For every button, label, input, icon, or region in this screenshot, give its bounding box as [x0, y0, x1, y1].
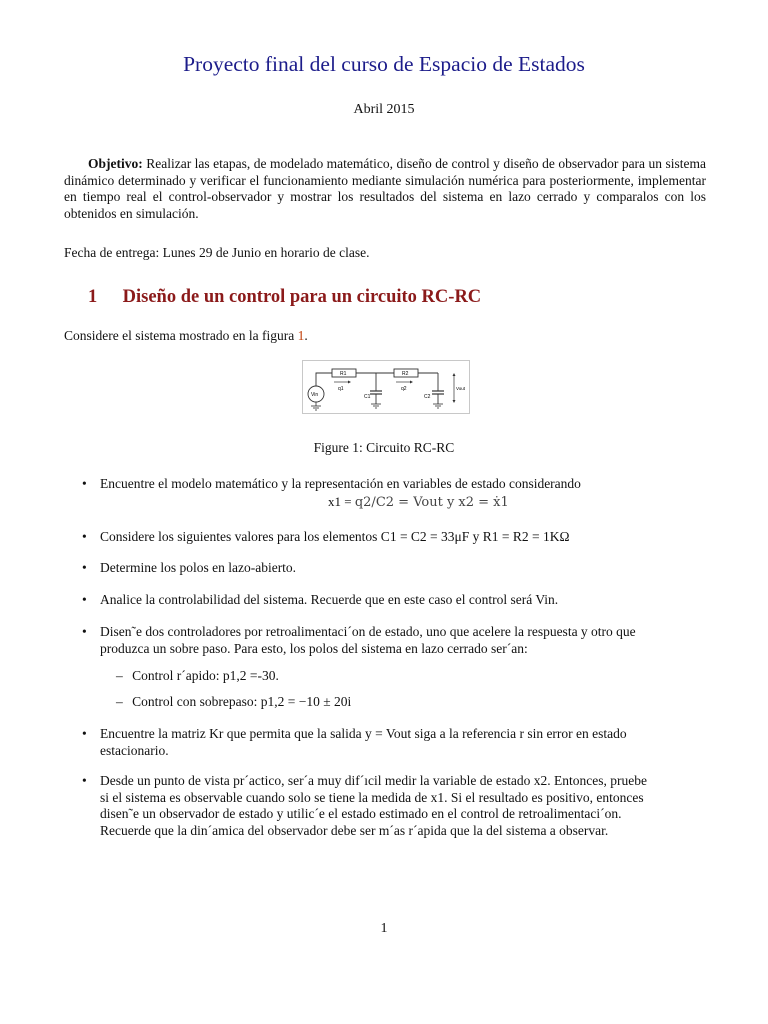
bullet-item-6 [82, 726, 706, 760]
bullet-icon: • [82, 592, 87, 607]
bullet-5-line-2: produzca un sobre paso. Para esto, los polos del sistema en lazo cerrado ser´an: [100, 640, 528, 656]
bullet-3-text: Determine los polos en lazo-abierto. [100, 560, 297, 575]
bullet-item-3 [82, 560, 706, 578]
bullet-6-text [100, 726, 706, 759]
bullet-icon: • [82, 476, 87, 491]
sub-item-2 [116, 694, 351, 710]
document-title: Proyecto final del curso de Espacio de Estados [183, 52, 585, 76]
section-title: Diseño de un control para un circuito RC-RC [122, 287, 482, 307]
bullet-7-line-2: si el sistema es observable cuando solo se tiene la medida de x1. Si el resultado es positivo, entonces [100, 789, 644, 805]
bullet-7-line-3: disen˜e un observador de estado y utilic´e el estado estimado en el control de retroalimentaci´on. [100, 806, 622, 821]
figure-reference-link[interactable]: 1 [297, 328, 305, 343]
consider-text: Considere el sistema mostrado en la figura [64, 328, 298, 343]
math-x1: x1 = [328, 494, 352, 509]
consider-end: . [304, 328, 308, 343]
section-number: 1 [88, 287, 98, 307]
bullet-2-text: Considere los siguientes valores para los elementos C1 = C2 = 33μF y R1 = R2 = 1KΩ [100, 529, 570, 544]
q2-label: q2 [401, 386, 407, 392]
bullet-7-line-1: Desde un punto de vista pr´actico, ser´a muy dif´ıcil medir la variable de estado x2. Entonces, pruebe [100, 773, 647, 788]
bullet-4-text: Analice la controlabilidad del sistema. Recuerde que en este caso el control será Vin. [100, 592, 559, 607]
circuit-figure [302, 360, 470, 414]
c1-label: C1 [364, 394, 371, 400]
objective-text: Realizar las etapas, de modelado matemático, diseño de control y diseño de observador para un sistema dinámico determinado y verificar el funcionamiento mediante simulación numérica para posteriormente, implementar en tiempo real el control-observador y mostrar los resultados del sistema en lazo cerrado y comparalos con los obtenidos en simulación. [64, 156, 707, 221]
bullet-7-text [100, 773, 706, 839]
r2-label: R2 [402, 371, 409, 377]
figure-border [303, 361, 470, 414]
bullet-item-2 [82, 529, 706, 547]
c2-label: C2 [424, 394, 431, 400]
bullet-item-5 [82, 624, 706, 658]
bullet-5-line-1: Disen˜e dos controladores por retroalimentaci´on de estado, uno que acelere la respuesta y otro que [100, 624, 636, 639]
document-date: Abril 2015 [353, 102, 415, 117]
bullet-item-4 [82, 592, 706, 610]
bullet-icon: • [82, 560, 87, 575]
sub-1-text: Control r´apido: p1,2 =-30. [132, 668, 279, 683]
bullet-5-text [100, 624, 706, 657]
vin-label: Vin [311, 392, 319, 398]
figure-caption: Figure 1: Circuito RC-RC [313, 440, 455, 455]
bullet-item-7 [82, 773, 706, 841]
section-heading [88, 287, 481, 308]
math-state-definition: q2/C2 = Vout y x2 = ẋ1 [354, 495, 509, 510]
bullet-6-line-1: Encuentre la matriz Kr que permita que la salida y = Vout siga a la referencia r sin error en estado [100, 726, 627, 741]
bullet-icon: • [82, 529, 87, 544]
objective-label: Objetivo: [88, 156, 143, 171]
dash-icon: – [116, 668, 123, 683]
objective-paragraph [64, 156, 706, 222]
bullet-1-text: Encuentre el modelo matemático y la representación en variables de estado considerando [100, 476, 581, 491]
bullet-1-math [328, 494, 509, 510]
vout-label: Vout [456, 386, 466, 391]
sub-2-text: Control con sobrepaso: p1,2 = −10 ± 20i [132, 694, 352, 709]
sub-item-1 [116, 668, 279, 684]
r1-label: R1 [340, 371, 347, 377]
deadline-text: Fecha de entrega: Lunes 29 de Junio en horario de clase. [64, 245, 370, 260]
consider-paragraph [64, 328, 308, 344]
bullet-icon: • [82, 773, 87, 788]
bullet-7-line-4: Recuerde que la din´amica del observador debe ser m´as r´apida que la del sistema a observar. [100, 822, 609, 838]
dash-icon: – [116, 694, 123, 709]
bullet-icon: • [82, 624, 87, 639]
bullet-icon: • [82, 726, 87, 741]
q1-label: q1 [338, 386, 344, 392]
bullet-6-line-2: estacionario. [100, 742, 169, 758]
page-number: 1 [380, 921, 388, 936]
